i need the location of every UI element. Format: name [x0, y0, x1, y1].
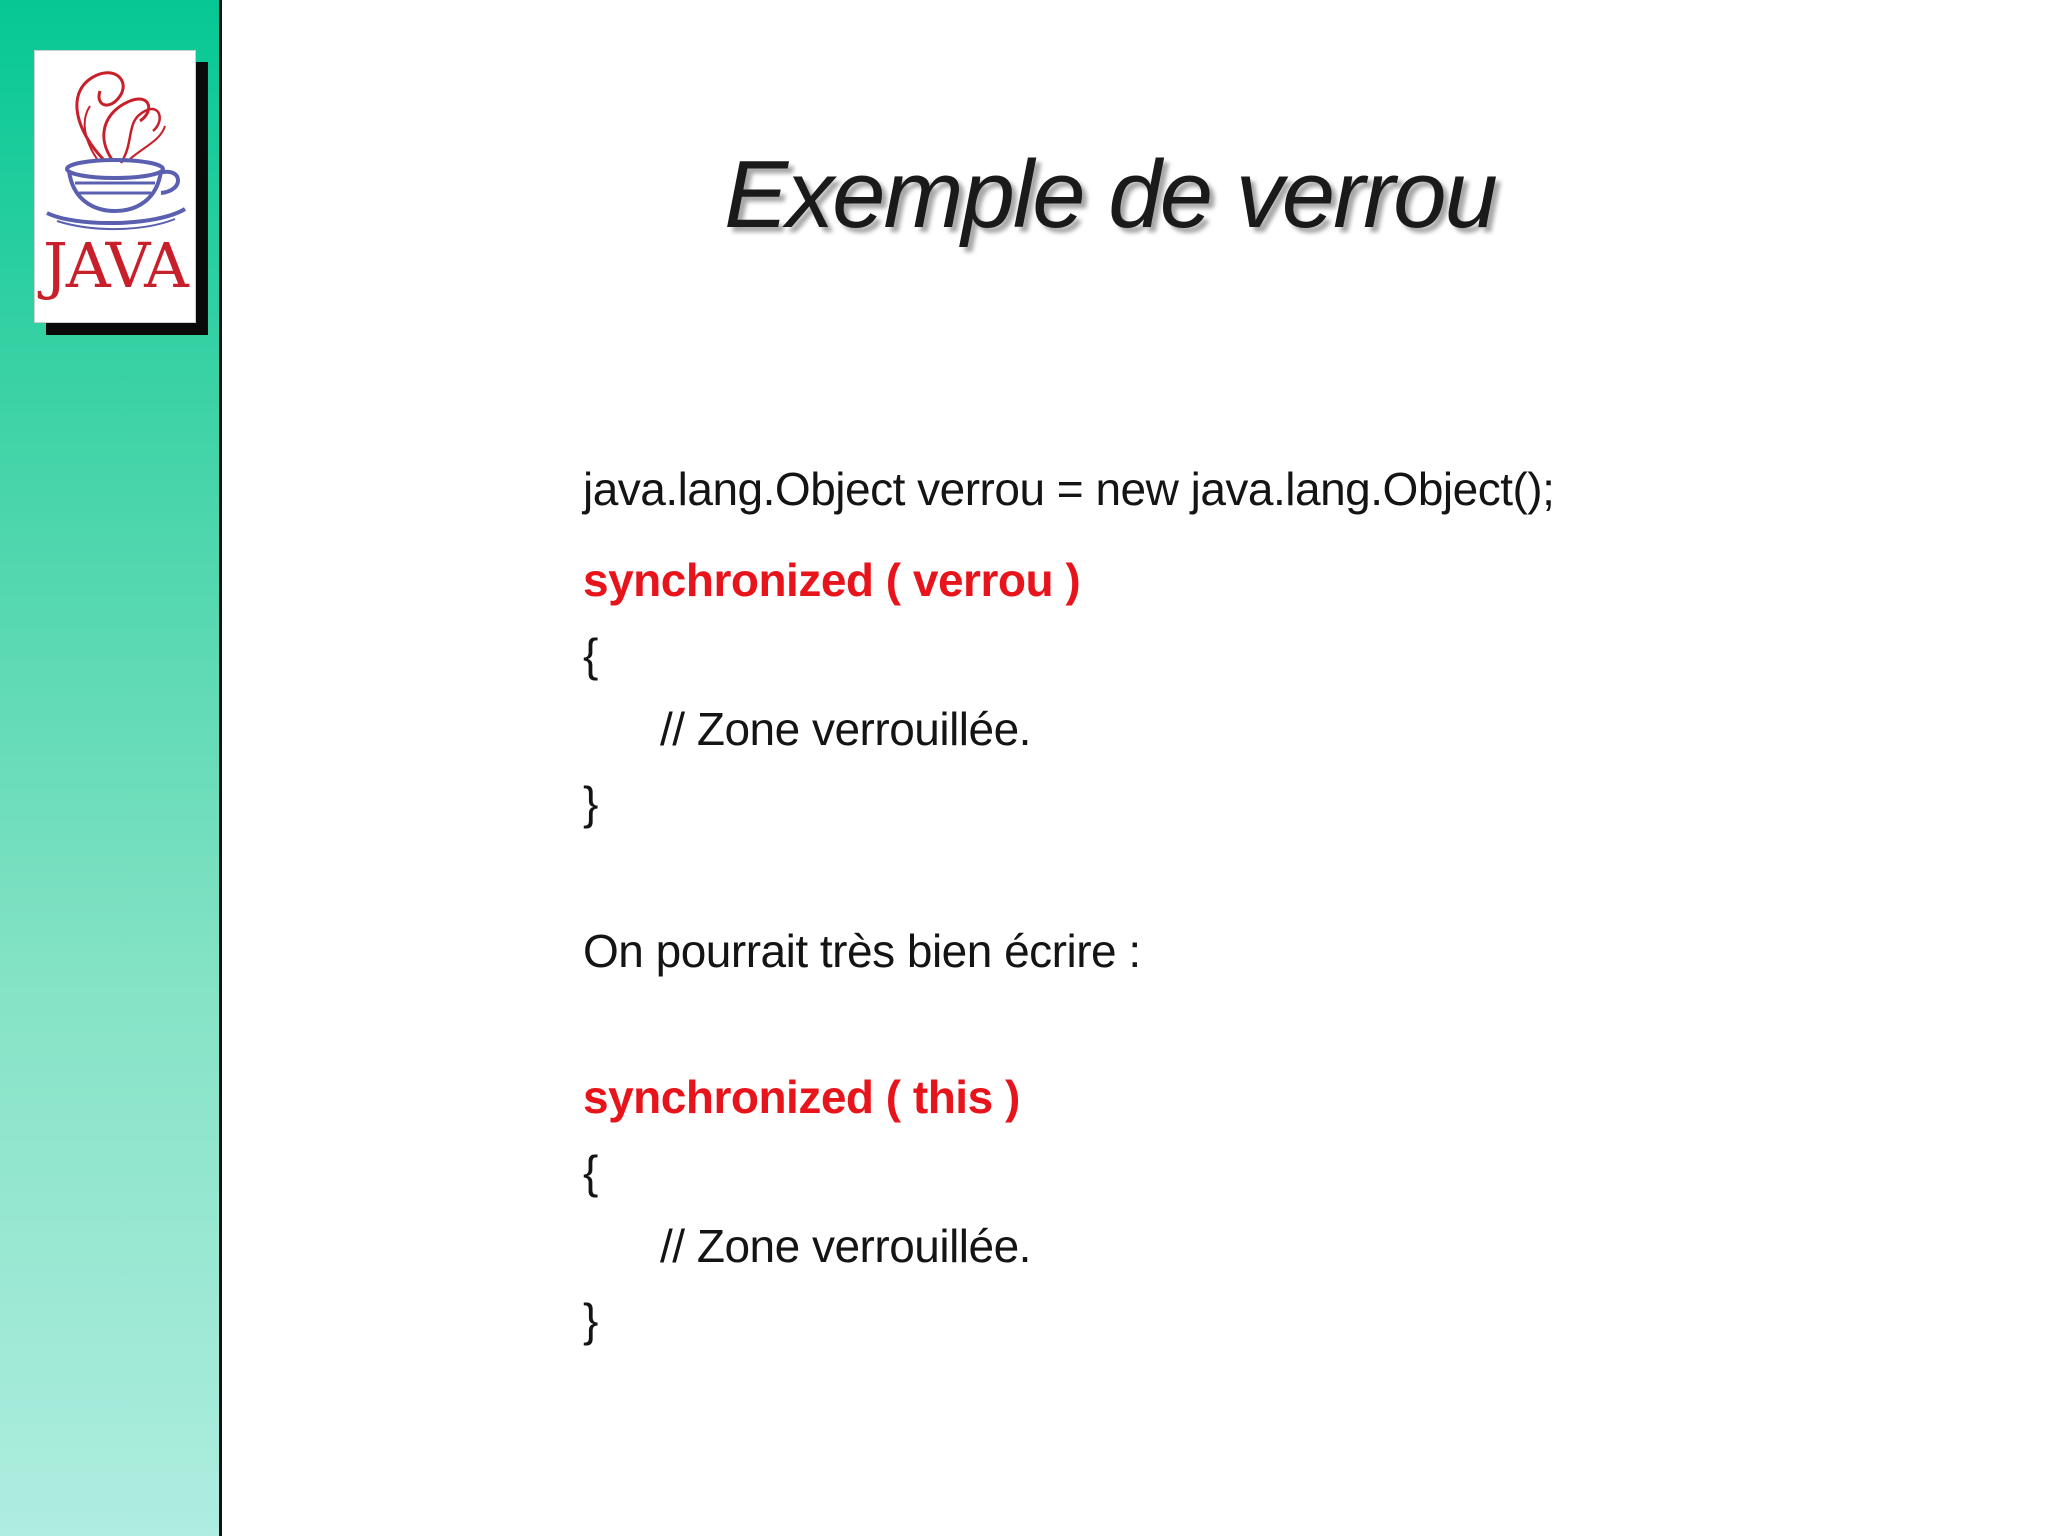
code-close-brace-1: }: [583, 777, 598, 829]
code-open-brace-1: {: [583, 629, 598, 681]
java-logo: [34, 50, 196, 323]
java-logo-text: JAVA: [43, 229, 187, 302]
code-comment-1: // Zone verrouillée.: [660, 703, 1031, 755]
code-close-brace-2: }: [583, 1294, 598, 1346]
code-open-brace-2: {: [583, 1146, 598, 1198]
code-declaration: java.lang.Object verrou = new java.lang.Object();: [583, 463, 1555, 515]
code-sync-verrou: synchronized ( verrou ): [583, 554, 1081, 606]
note-text: On pourrait très bien écrire :: [583, 925, 1141, 977]
code-sync-this: synchronized ( this ): [583, 1071, 1020, 1123]
slide-title: Exemple de verrou: [724, 141, 1496, 248]
java-coffee-cup-icon: [35, 51, 195, 231]
sidebar-gradient: [0, 0, 222, 1536]
code-comment-2: // Zone verrouillée.: [660, 1220, 1031, 1272]
